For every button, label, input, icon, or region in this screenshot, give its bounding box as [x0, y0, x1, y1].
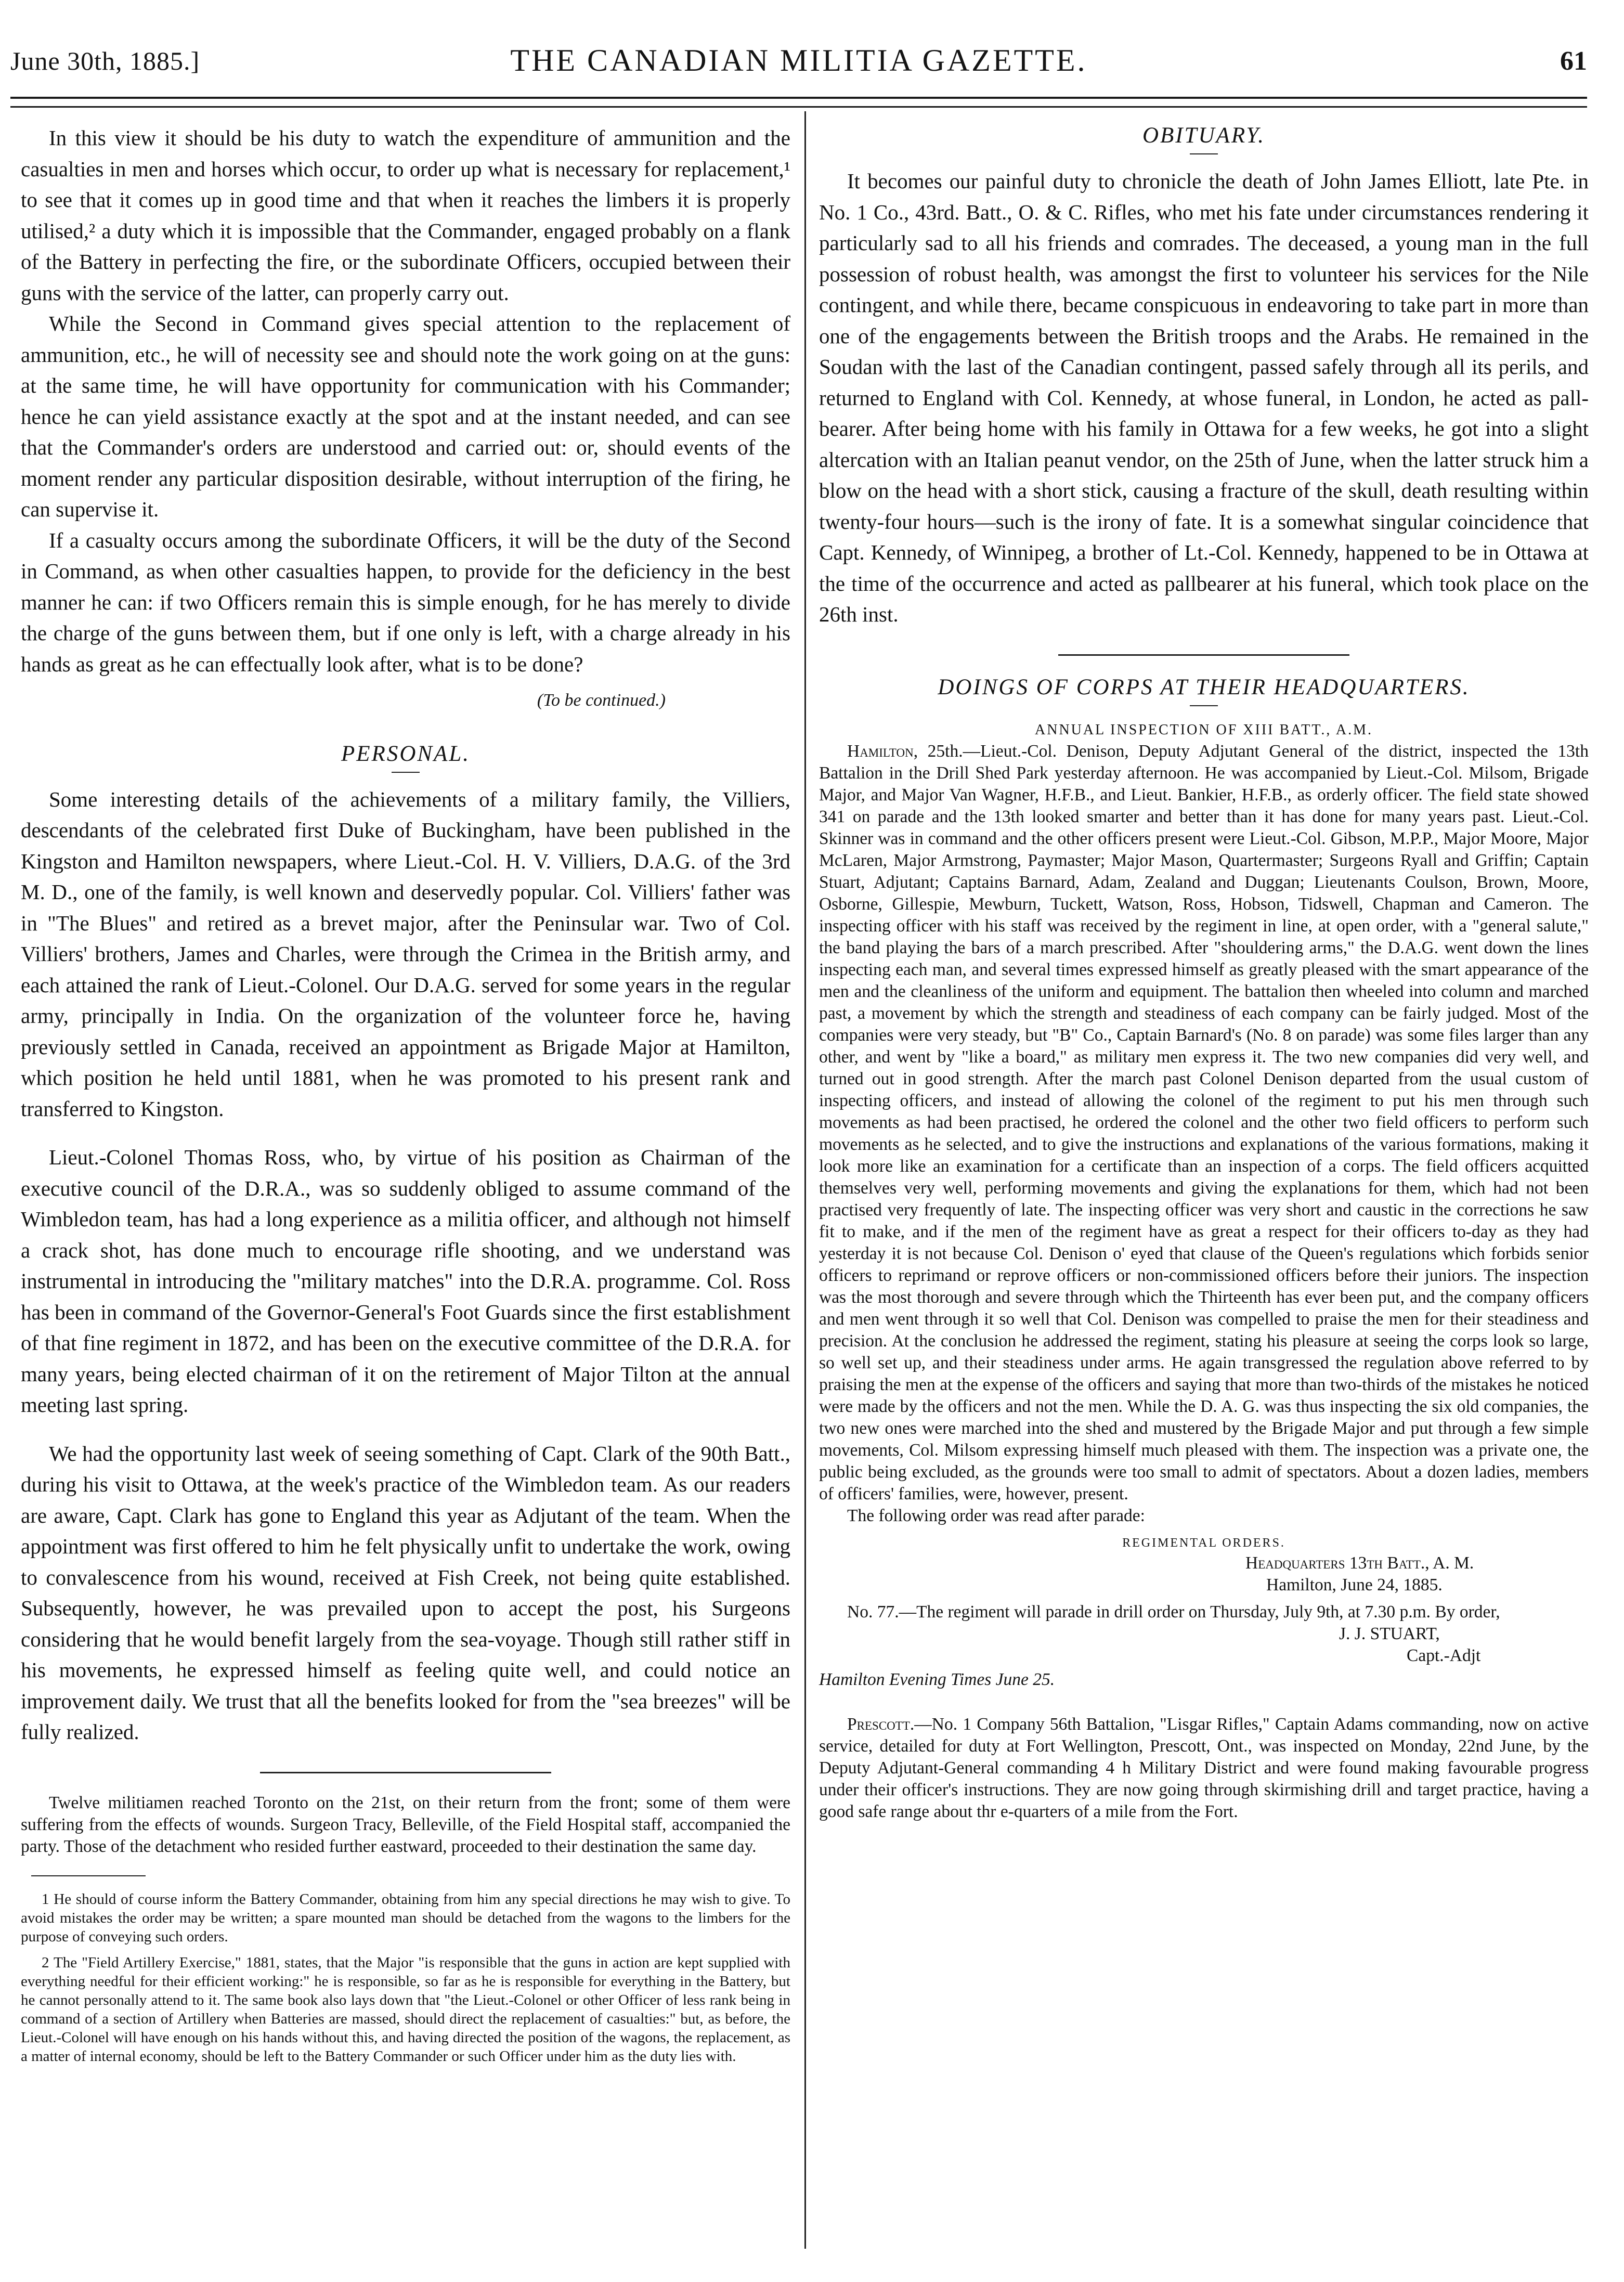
- prescott-text: —No. 1 Company 56th Battalion, "Lisgar Rifles," Captain Adams commanding, now on active service, detailed for duty at Fort Wellington, Prescott, Ont., was inspected on Monday, 22nd June, by the Deputy Adjutant-General commanding 4 h Military District and were found making favourable progress under their officer's instructions. They are now going through skirmishing drill and target practice, having a good safe range about thr e-quarters of a mile from the Fort.: [819, 1714, 1589, 1821]
- inspection-report: [819, 741, 1589, 1527]
- order-signature: J. J. STUART,: [1339, 1624, 1440, 1643]
- masthead-rule: [10, 97, 1587, 108]
- regimental-order: [819, 1552, 1589, 1691]
- inspection-text: 25th.—Lieut.-Col. Denison, Deputy Adjutant General of the district, inspected the 13th Battalion in the Drill Shed Park yesterday afternoon. He was accompanied by Lieut.-Col. Milsom, Brigade Major, and Major Van Wagner, H.F.B., and Lieut. Bankier, H.F.B., as orderly officer. The field state showed 341 on parade and the 13th looked smarter and better than it has done for many years past. Lieut.-Col. Skinner was in command and the other officers present were Lieut.-Col. Gibson, M.P.P., Major Moore, Major McLaren, Major Armstrong, Paymaster; Major Mason, Quartermaster; Surgeons Ryall and Griffin; Captain Stuart, Adjutant; Captains Barnard, Adam, Zealand and Duggan; Lieutenants Coulson, Brown, Moore, Osborne, Gillespie, Mewburn, Tuckett, Watson, Ross, Hobson, Tidswell, Chapman and Cameron. The inspecting officer with his staff was received by the regiment in line, at open order, with a "general salute," the band playing the bars of a march prescribed. After "shouldering arms," the D.A.G. went down the lines inspecting each man, and several times expressed himself as greatly pleased with the smart appearance of the men and the cleanliness of the uniform and equipment. The battalion then wheeled into column and marched past, a movement by which the strength and steadiness of each company can be fairly judged. Most of the companies were very steady, but "B" Co., Captain Barnard's (No. 8 on parade) was some files larger than any other, and went by "like a board," as military men express it. The two new companies did very well, and turned out in good strength. After the march past Colonel Denison departed from the usual custom of inspecting officers, and instead of allowing the colonel of the regiment to put his men through such movements as had been practised, he ordered the colonel and the other two field officers to perform such movements as he selected, and to give the instructions and explanations of the various formations, making it look more like an examination for a certificate than an inspection of a corps. The field officers acquitted themselves very well, performing movements and giving the explanations for them, which had not been practised very frequently of late. The inspecting officer was very short and caustic in the corrections he saw fit to make, and if the men of the regiment have as great a respect for their officers to-day as they had yesterday it is not because Col. Denison o' eyed that clause of the Queen's regulations which forbids senior officers to reprimand or reprove officers or non-commissioned officers before their juniors. The inspection was the most thorough and severe through which the Thirteenth has ever been put, and the company officers and men went through it so well that Col. Denison was compelled to praise the men for their steadiness and precision. At the conclusion he addressed the regiment, stating his pleasure at seeing the corps look so large, so well set up, and their steadiness under arms. He again transgressed the regulation above referred to by praising the men at the expense of the officers and saying that more than two-thirds of the mistakes he noticed were made by the officers and not the men. While the D. A. G. was thus inspecting the six old companies, the two new ones were marched into the shed and mustered by the Brigade Major and put through a few simple movements, Col. Milsom expressing himself much pleased with them. The inspection was a private one, the public being excluded, as the grounds were too small to admit of spectators. About a dozen ladies, members of officers' families, were, however, present.: [819, 741, 1589, 1503]
- prescott-report: [819, 1714, 1589, 1823]
- column-divider: [804, 111, 806, 2249]
- headquarters-date: Hamilton, June 24, 1885.: [1266, 1575, 1443, 1594]
- footnotes: [21, 1890, 790, 2066]
- headquarters-line: Headquarters 13th Batt., A. M.: [1245, 1553, 1474, 1573]
- masthead: [10, 25, 1587, 87]
- article-paragraph: In this view it should be his duty to watch the expenditure of ammunition and the casualties in men and horses which occur, to order up what is necessary for replacement,¹ to see that it comes up in good time and that when it reaches the limbers it is properly utilised,² a duty which it is impossible that the Commander, engaged probably on a flank of the Battery in perfecting the fire, or the subordinate Officers, occupied between their guns with the service of the latter, can properly carry out.: [21, 126, 790, 305]
- heading-rule: [392, 772, 420, 773]
- footnote-1: 1 He should of course inform the Battery Commander, obtaining from him any special directions he may wish to give. To avoid mistakes the order may be written; a spare mounted man should be detached from the wagons to the limbers for the purpose of conveying such orders.: [21, 1890, 790, 1945]
- issue-date: June 30th, 1885.]: [10, 46, 200, 75]
- footnote-rule: [31, 1875, 146, 1876]
- heading-rule: [1190, 705, 1218, 706]
- footnote-2: 2 The "Field Artillery Exercise," 1881, states, that the Major "is responsible that the guns in action are kept supplied with everything needful for their efficient working:" he is responsible, so far as he is responsible for everything in the Battery, but he cannot personally attend to it. The same book also lays down that "the Lieut.-Colonel or other Officer of less rank being in command of a section of Artillery when Batteries are massed, should direct the replacement of casualties:" but, as before, the Lieut.-Colonel will have enough on his hands without this, and having directed the position of the wagons, the replacement, as a matter of internal economy, should be left to the Battery Commander or such Officer under him as the duty lies with.: [21, 1954, 790, 2065]
- heading-rule: [1190, 153, 1218, 154]
- section-rule: [260, 1772, 551, 1773]
- newspaper-title: THE CANADIAN MILITIA GAZETTE.: [510, 43, 1087, 77]
- militiamen-paragraph: Twelve militiamen reached Toronto on the 21st, on their return from the front; some of them were suffering from the effects of wounds. Surgeon Tracy, Belleville, of the Field Hospital staff, accompanied the party. Those of the detachment who resided further eastward, proceeded to their destination the same day.: [21, 1793, 790, 1856]
- obituary-paragraph: It becomes our painful duty to chronicle the death of John James Elliott, late Pte. in No. 1 Co., 43rd. Batt., O. & C. Rifles, who met his fate under circumstances rendering it particularly sad to all his friends and comrades. The deceased, a young man in the full possession of robust health, was amongst the first to volunteer his services for the Nile contingent, and while there, became conspicuous in endeavoring to take part in more than one of the engagements between the British troops and the Arabs. He remained in the Soudan with the last of the Canadian contingent, passed safely through all its perils, and returned to England with Col. Kennedy, at whose funeral, in London, he acted as pall-bearer. After being home with his family in Ottawa for a few weeks, he got into a slight altercation with an Italian peanut vendor, on the 25th of June, when the latter struck him a blow on the head with a short stick, causing a fracture of the skull, death resulting within twenty-four hours—such is the irony of fate. It is a somewhat singular coincidence that Capt. Kennedy, of Winnipeg, a brother of Lt.-Col. Kennedy, happened to be in Ottawa at the time of the occurrence and acted as pallbearer at his funeral, which took place on the 26th inst.: [819, 169, 1589, 626]
- order-read-line: The following order was read after parade:: [847, 1506, 1145, 1525]
- inspection-paragraph: [819, 741, 1589, 1505]
- dateline: Hamilton,: [847, 741, 918, 761]
- order-77: No. 77.—The regiment will parade in drill order on Thursday, July 9th, at 7.30 p.m. By order,: [847, 1602, 1500, 1622]
- right-column: [819, 123, 1589, 1823]
- article-paragraph: While the Second in Command gives special attention to the replacement of ammunition, etc., he will of necessity see and should note the work going on at the guns: at the same time, he will have opportunity for communication with his Commander; hence he can yield assistance exactly at the spot and at the instant needed, and can see that the Commander's orders are understood and carried out: or, should events of the moment render any particular disposition desirable, without interruption of the firing, he can supervise it.: [21, 312, 790, 521]
- regimental-orders-heading: REGIMENTAL ORDERS.: [1122, 1536, 1285, 1550]
- signature-title: Capt.-Adjt: [1407, 1645, 1481, 1665]
- obituary-section: [819, 166, 1589, 630]
- inspection-heading: ANNUAL INSPECTION OF XIII BATT., A.M.: [1035, 721, 1373, 738]
- personal-paragraph: Lieut.-Colonel Thomas Ross, who, by virtue of his position as Chairman of the executive council of the D.R.A., was so suddenly obliged to assume command of the Wimbledon team, has had a long experience as a militia officer, and although not himself a crack shot, has done much to encourage rifle shooting, and we understand was instrumental in introducing the "military matches" into the D.R.A. programme. Col. Ross has been in command of the Governor-General's Foot Guards since the first establishment of that fine regiment in 1872, and has been on the executive committee of the D.R.A. for many years, being elected chairman of it on the retirement of Major Tilton at the annual meeting last spring.: [21, 1145, 790, 1417]
- source-citation: Hamilton Evening Times June 25.: [819, 1669, 1055, 1689]
- article-paragraph: If a casualty occurs among the subordinate Officers, it will be the duty of the Second in Command, as when other casualties happen, to provide for the deficiency in the best manner he can: if two Officers remain this is simple enough, for he has merely to divide the charge of the guns between them, but if one only is left, with a charge already in his hands as great as he can effectually look after, what is to be done?: [21, 528, 790, 676]
- personal-paragraph: Some interesting details of the achievements of a military family, the Villiers, descendants of the celebrated first Duke of Buckingham, have been published in the Kingston and Hamilton newspapers, where Lieut.-Col. H. V. Villiers, D.A.G. of the 3rd M. D., one of the family, is well known and deservedly popular. Col. Villiers' father was in "The Blues" and retired as a brevet major, after the Peninsular war. Two of Col. Villiers' brothers, James and Charles, were through the Crimea in the British army, and each attained the rank of Lieut.-Colonel. Our D.A.G. served for some years in the regular army, principally in India. On the organization of the volunteer force he, having previously settled in Canada, received an appointment as Brigade Major at Hamilton, which position he held until 1881, when he was promoted to his present rank and transferred to Kingston.: [21, 787, 790, 1121]
- to-be-continued: (To be continued.): [537, 691, 666, 710]
- doings-heading: DOINGS OF CORPS AT THEIR HEADQUARTERS.: [938, 675, 1470, 699]
- section-rule: [1058, 654, 1349, 656]
- personal-section: [21, 784, 790, 1748]
- dateline: Prescott.: [847, 1714, 915, 1734]
- militiamen-note: [21, 1792, 790, 1858]
- left-column: [21, 123, 790, 2066]
- personal-heading: PERSONAL.: [341, 741, 470, 766]
- obituary-heading: OBITUARY.: [1142, 123, 1266, 148]
- personal-paragraph: We had the opportunity last week of seeing something of Capt. Clark of the 90th Batt., during his visit to Ottawa, at the week's practice of the Wimbledon team. As our readers are aware, Capt. Clark has gone to England this year as Adjutant of the team. When the appointment was first offered to him he felt physically unfit to undertake the work, owing to convalescence from his wound, received at Fish Creek, not being quite established. Subsequently, however, he was prevailed upon to accept the post, his Surgeons considering that he would benefit largely from the sea-voyage. Though still rather stiff in his movements, he expressed himself as feeling quite well, and could notice an improvement daily. We trust that all the benefits looked for from the "sea breezes" will be fully realized.: [21, 1441, 790, 1744]
- page-number: 61: [1560, 46, 1587, 76]
- prescott-paragraph: [819, 1714, 1589, 1823]
- artillery-article: [21, 123, 790, 716]
